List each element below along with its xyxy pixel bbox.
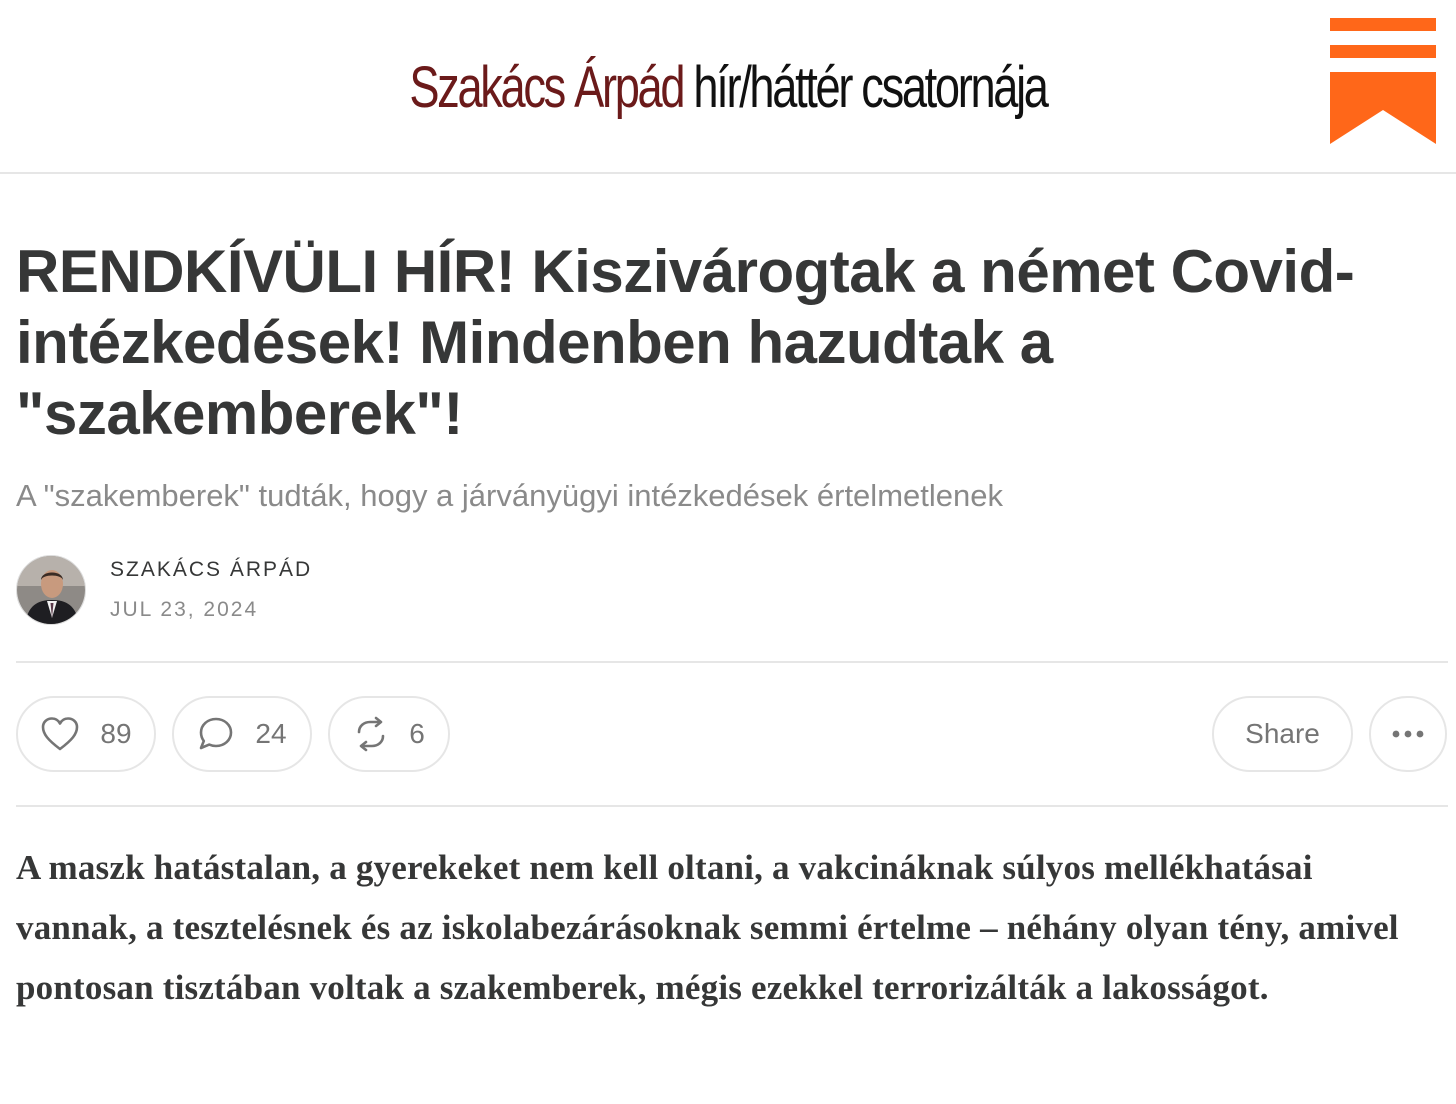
- bookmark-icon[interactable]: [1330, 18, 1436, 144]
- comment-count: 24: [255, 718, 287, 749]
- restack-count: 6: [409, 718, 425, 749]
- divider: [16, 805, 1448, 807]
- site-header: [0, 0, 1456, 174]
- share-label: Share: [1245, 718, 1320, 749]
- share-button[interactable]: [1212, 696, 1353, 772]
- author-avatar[interactable]: [16, 555, 86, 625]
- heart-icon: [40, 716, 80, 752]
- publication-title-rest: hír/háttér csatornája: [683, 55, 1047, 120]
- author-name[interactable]: SZAKÁCS ÁRPÁD: [110, 558, 313, 581]
- post-date: JUL 23, 2024: [110, 598, 259, 621]
- restack-icon: [353, 716, 389, 752]
- restack-button[interactable]: [328, 696, 450, 772]
- like-count: 89: [100, 718, 132, 749]
- divider: [16, 661, 1448, 663]
- more-options-button[interactable]: [1369, 696, 1447, 772]
- post-body-paragraph: A maszk hatástalan, a gyerekeket nem kell oltani, a vakcináknak súlyos mellékhatásai vannak, a tesztelésnek és az iskolabezárásoknak semmi értelme – néhány olyan tény, amivel pontosan tisztában voltak a szakemberek, mégis ezekkel terrorizálták a lakosságot.: [16, 848, 1399, 1007]
- comment-icon: [197, 715, 235, 753]
- publication-title[interactable]: [160, 50, 1296, 126]
- like-button[interactable]: [16, 696, 156, 772]
- more-icon: [1392, 730, 1424, 738]
- publication-title-name: Szakács Árpád: [409, 55, 684, 120]
- post-title: RENDKÍVÜLI HÍR! Kiszivárogtak a német Covid-intézkedések! Mindenben hazudtak a "szakemberek"!: [16, 238, 1355, 447]
- comment-button[interactable]: [172, 696, 312, 772]
- post-subtitle: A "szakemberek" tudták, hogy a járványügyi intézkedések értelmetlenek: [16, 478, 1003, 513]
